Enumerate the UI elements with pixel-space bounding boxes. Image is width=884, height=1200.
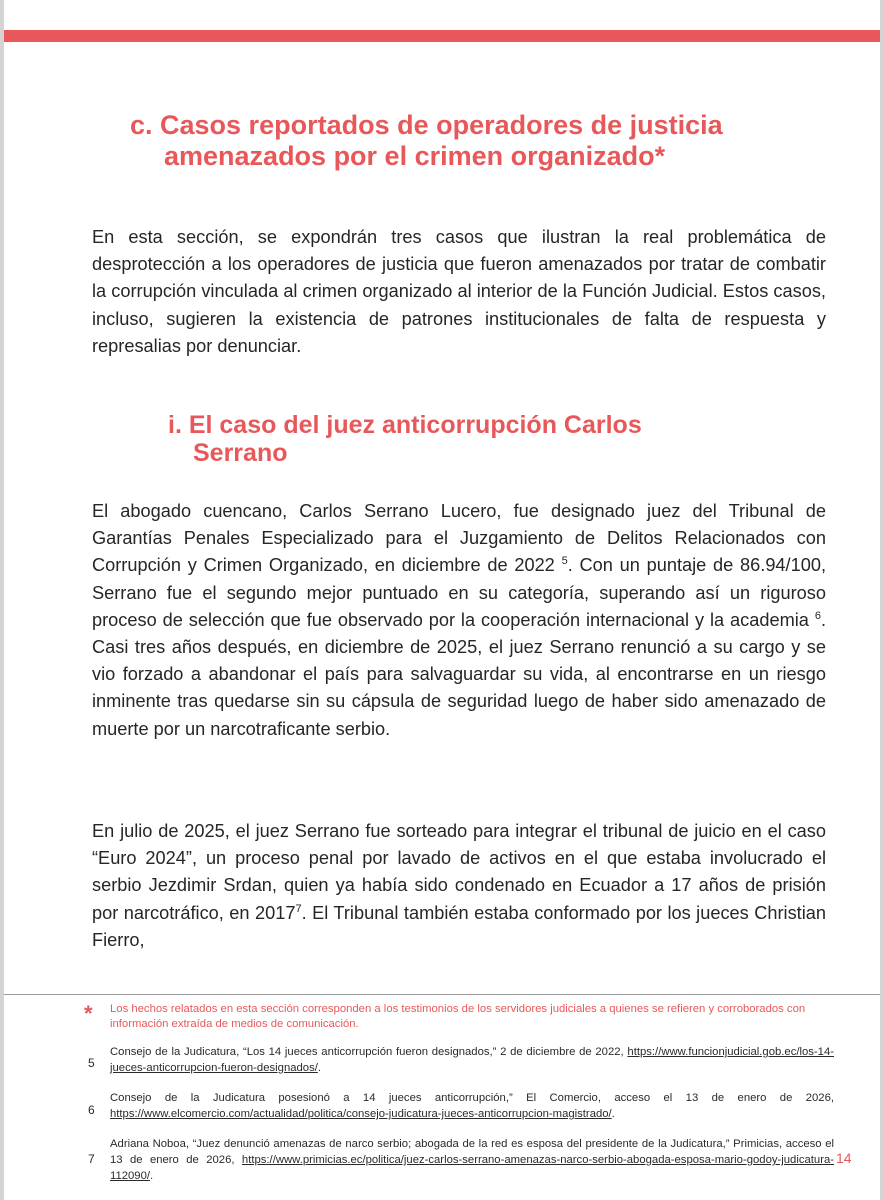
- section-heading-line1: c. Casos reportados de operadores de justicia: [130, 110, 723, 140]
- p2-text-3: . Casi tres años después, en diciembre de 2025, el juez Serrano renunció a su cargo y se vio forzado a abandonar el país para salvaguardar su vida, al encontrarse en un riesgo inminente tras quedarse sin su cápsula de seguridad luego de haber sido amenazado de muerte por un narcotraficante serbio.: [92, 609, 826, 739]
- p3-text-2: . El Tribunal también estaba conformado por los jueces Christian Fierro,: [92, 902, 826, 950]
- section-heading-line2: amenazados por el crimen organizado*: [164, 141, 666, 171]
- footnote-5-link[interactable]: https://www.funcionjudicial.gob.ec/los-14-jueces-anticorrupcion-fueron-designados/: [110, 1046, 835, 1074]
- document-page: [4, 0, 880, 1200]
- footnote-number-5: 5: [88, 1056, 95, 1070]
- footnote-5-end: .: [317, 1062, 321, 1074]
- top-accent-bar: [4, 30, 880, 42]
- body-paragraph-2: [92, 818, 826, 954]
- footnote-ref-5[interactable]: 5: [561, 555, 568, 568]
- footnote-6: [110, 1090, 834, 1122]
- footnote-6-link[interactable]: https://www.elcomercio.com/actualidad/politica/consejo-judicatura-jueces-anticorrupcion-magistrado/: [110, 1108, 612, 1120]
- intro-paragraph: En esta sección, se expondrán tres casos que ilustran la real problemática de desprotección a los operadores de justicia que fueron amenazados por tratar de combatir la corrupción vinculada al crimen organizado al interior de la Función Judicial. Estos casos, incluso, sugieren la existencia de patrones institucionales de falta de respuesta y represalias por denunciar.: [92, 227, 826, 356]
- footnote-7-text: Adriana Noboa, “Juez denunció amenazas de narco serbio; abogada de la red es esposa del presidente de la Judicatura,” Primicias, acceso el 13 de enero de 2026,: [110, 1138, 834, 1166]
- p2-text-1: El abogado cuencano, Carlos Serrano Lucero, fue designado juez del Tribunal de Garantías Penales Especializado para el Juzgamiento de Delitos Relacionados con Corrupción y Crimen Organizado, en diciembre de 2022: [92, 501, 826, 576]
- footnote-6-end: .: [611, 1108, 615, 1120]
- footnote-divider: [4, 994, 880, 995]
- body-paragraph-1: [92, 498, 826, 743]
- footnote-7-end: .: [150, 1170, 154, 1182]
- footnote-number-7: 7: [88, 1152, 95, 1166]
- footnote-number-6: 6: [88, 1103, 95, 1117]
- footnote-ref-7[interactable]: 7: [295, 902, 302, 915]
- p2-text-2: . Con un puntaje de 86.94/100, Serrano fue el segundo mejor puntuado en su categoría, superando así un riguroso proceso de selección que fue observado por la cooperación internacional y la academia: [92, 555, 826, 630]
- footnote-5-text: Consejo de la Judicatura, “Los 14 jueces anticorrupción fueron designados,” 2 de diciembre de 2022,: [110, 1046, 624, 1058]
- footnote-ref-6[interactable]: 6: [814, 609, 821, 622]
- footnote-7-link[interactable]: https://www.primicias.ec/politica/juez-carlos-serrano-amenazas-narco-serbio-abogada-esposa-mario-godoy-judicatura-112090/: [110, 1154, 835, 1182]
- asterisk-icon: *: [84, 1001, 93, 1026]
- footnote-7: [110, 1136, 834, 1184]
- page-number: 14: [836, 1150, 852, 1166]
- footnote-6-text: Consejo de la Judicatura posesionó a 14 jueces anticorrupción,” El Comercio, acceso el 13 de enero de 2026,: [110, 1092, 834, 1104]
- section-heading: [130, 110, 723, 172]
- subsection-heading-line2: Serrano: [193, 439, 288, 467]
- subsection-heading-line1: i. El caso del juez anticorrupción Carlos: [168, 411, 642, 439]
- footnote-asterisk-text: Los hechos relatados en esta sección corresponden a los testimonios de los servidores judiciales a quienes se refieren y corroborados con información extraída de medios de comunicación.: [110, 1003, 806, 1030]
- subsection-heading: [168, 411, 642, 467]
- p3-text-1: En julio de 2025, el juez Serrano fue sorteado para integrar el tribunal de juicio en el caso “Euro 2024”, un proceso penal por lavado de activos en el que estaba involucrado el serbio Jezdimir Srdan, quien ya había sido condenado en Ecuador a 17 años de prisión por narcotráfico, en 2017: [92, 821, 826, 923]
- footnote-5: [110, 1044, 834, 1076]
